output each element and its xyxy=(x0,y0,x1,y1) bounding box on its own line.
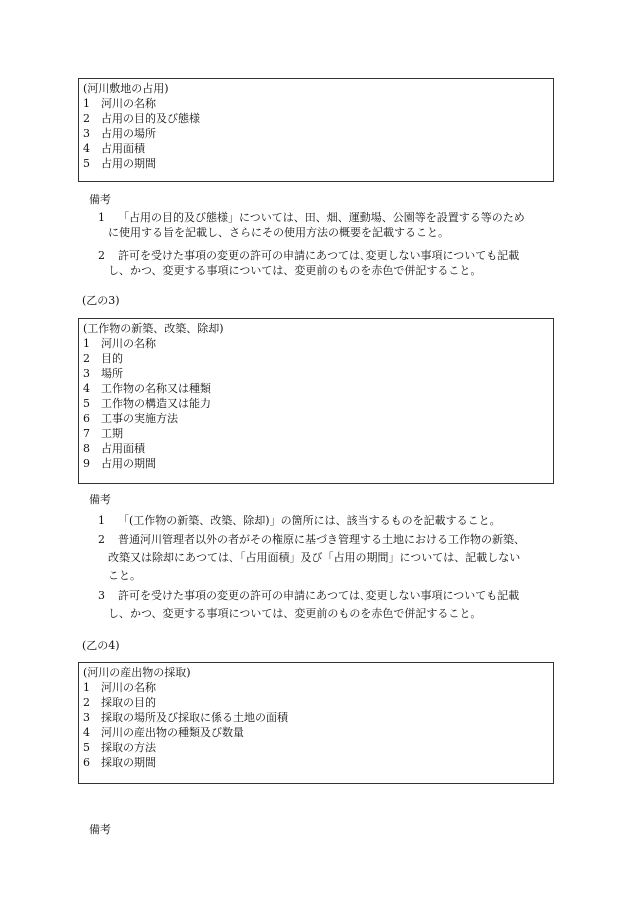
remark-note: 2 普通河川管理者以外の者がその権原に基づき管理する土地における工作物の新築、 改築又は除却にあつては､「占用面積」及び「占用の期間」については、記載しない こと。 xyxy=(98,533,525,582)
box-title: (河川の産出物の採取) xyxy=(83,666,191,679)
section-heading: (乙の3) xyxy=(82,294,120,307)
remarks-title: 備考 xyxy=(89,823,111,836)
list-item: 4 工作物の名称又は種類 xyxy=(83,382,211,395)
list-item: 3 採取の場所及び採取に係る土地の面積 xyxy=(83,711,288,724)
box-title: (河川敷地の占用) xyxy=(83,82,169,95)
remarks-title: 備考 xyxy=(89,193,111,206)
list-item: 6 採取の期間 xyxy=(83,756,156,769)
occupancy-items-box xyxy=(78,78,554,182)
box-title: (工作物の新築、改築、除却) xyxy=(83,322,224,335)
list-item: 4 河川の産出物の種類及び数量 xyxy=(83,726,244,739)
list-item: 4 占用面積 xyxy=(83,142,145,155)
list-item: 2 採取の目的 xyxy=(83,696,156,709)
remark-note: 3 許可を受けた事項の変更の許可の申請にあつては､変更しない事項についても記載 し、かつ、変更する事項については、変更前のものを赤色で併記すること。 xyxy=(98,589,520,620)
list-item: 5 採取の方法 xyxy=(83,741,156,754)
remark-note: 1 「(工作物の新築、改築、除却)」の箇所には、該当するものを記載すること。 xyxy=(98,514,501,527)
list-item: 1 河川の名称 xyxy=(83,97,156,110)
remark-note: 1 「占用の目的及び態様」については、田、畑、運動場、公園等を設置する等のため に使用する旨を記載し、さらにその使用方法の概要を記載すること。 xyxy=(98,211,525,239)
list-item: 1 河川の名称 xyxy=(83,681,156,694)
list-item: 9 占用の期間 xyxy=(83,457,156,470)
works-items-box xyxy=(78,318,554,484)
list-item: 2 目的 xyxy=(83,352,123,365)
list-item: 3 場所 xyxy=(83,367,123,380)
list-item: 1 河川の名称 xyxy=(83,337,156,350)
list-item: 5 工作物の構造又は能力 xyxy=(83,397,211,410)
section-heading: (乙の4) xyxy=(82,639,120,652)
remark-note: 2 許可を受けた事項の変更の許可の申請にあつては､変更しない事項についても記載 し、かつ、変更する事項については、変更前のものを赤色で併記すること。 xyxy=(98,249,520,277)
list-item: 7 工期 xyxy=(83,427,123,440)
extraction-items-box xyxy=(78,662,554,784)
list-item: 6 工事の実施方法 xyxy=(83,412,178,425)
list-item: 3 占用の場所 xyxy=(83,127,156,140)
remarks-title: 備考 xyxy=(89,493,111,506)
list-item: 2 占用の目的及び態様 xyxy=(83,112,200,125)
list-item: 8 占用面積 xyxy=(83,442,145,455)
list-item: 5 占用の期間 xyxy=(83,157,156,170)
